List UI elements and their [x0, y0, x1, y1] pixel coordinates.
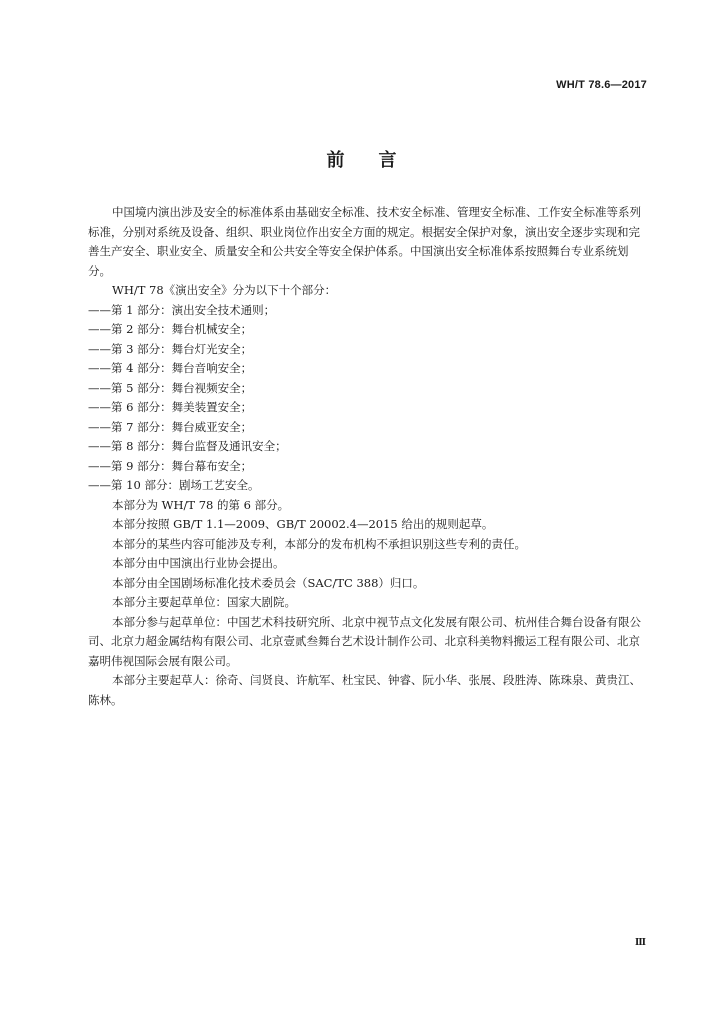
statement-part-number: 本部分为 WH/T 78 的第 6 部分。 [112, 497, 290, 512]
part-item: ——第 6 部分：舞美装置安全； [88, 400, 253, 414]
statement-drafting-rules: 本部分按照 GB/T 1.1—2009、GB/T 20002.4—2015 给出的规则起草。 [112, 517, 494, 531]
part-item: ——第 9 部分：舞台幕布安全； [88, 458, 253, 473]
part-item: ——第 7 部分：舞台威亚安全； [88, 419, 253, 434]
statement-main-authors: 本部分主要起草人：徐奇、闫贤良、许航军、杜宝民、钟睿、阮小华、张展、段胜涛、陈珠泉、黄贵江、陈林。 [88, 673, 641, 707]
statement-patents: 本部分的某些内容可能涉及专利，本部分的发布机构不承担识别这些专利的责任。 [112, 536, 526, 551]
intro-paragraph: 中国境内演出涉及安全的标准体系由基础安全标准、技术安全标准、管理安全标准、工作安全标准等系列标准，分别对系统及设备、组织、职业岗位作出安全方面的规定。根据安全保护对象，演出安全逐步实现和完善生产安全、职业安全、质量安全和公共安全等安全保护体系。中国演出安全标准体系按照舞台专业系统划分。 [88, 205, 641, 278]
foreword-body [88, 203, 648, 710]
part-item: ——第 2 部分：舞台机械安全； [88, 322, 253, 336]
part-item: ——第 5 部分：舞台视频安全； [88, 380, 253, 395]
statement-main-drafter: 本部分主要起草单位：国家大剧院。 [112, 595, 296, 609]
statement-committee: 本部分由全国剧场标准化技术委员会（SAC/TC 388）归口。 [112, 575, 425, 590]
statement-proposer: 本部分由中国演出行业协会提出。 [112, 556, 285, 570]
page-number: Ⅲ [635, 938, 646, 948]
part-item: ——第 3 部分：舞台灯光安全； [88, 341, 253, 356]
part-item: ——第 1 部分：演出安全技术通则； [88, 302, 276, 317]
statement-participating-units: 本部分参与起草单位：中国艺术科技研究所、北京中视节点文化发展有限公司、杭州佳合舞台设备有限公司、北京力超金属结构有限公司、北京壹贰叁舞台艺术设计制作公司、北京科美物料搬运工程有限公司、北京嘉明伟视国际会展有限公司。 [88, 614, 641, 668]
page-title: 前言 [326, 150, 431, 171]
part-item: ——第 10 部分：剧场工艺安全。 [88, 478, 260, 492]
part-item: ——第 8 部分：舞台监督及通讯安全； [88, 439, 287, 453]
document-code: WH/T 78.6—2017 [556, 79, 647, 91]
part-item: ——第 4 部分：舞台音响安全； [88, 361, 253, 375]
parts-intro: WH/T 78《演出安全》分为以下十个部分： [112, 283, 337, 297]
